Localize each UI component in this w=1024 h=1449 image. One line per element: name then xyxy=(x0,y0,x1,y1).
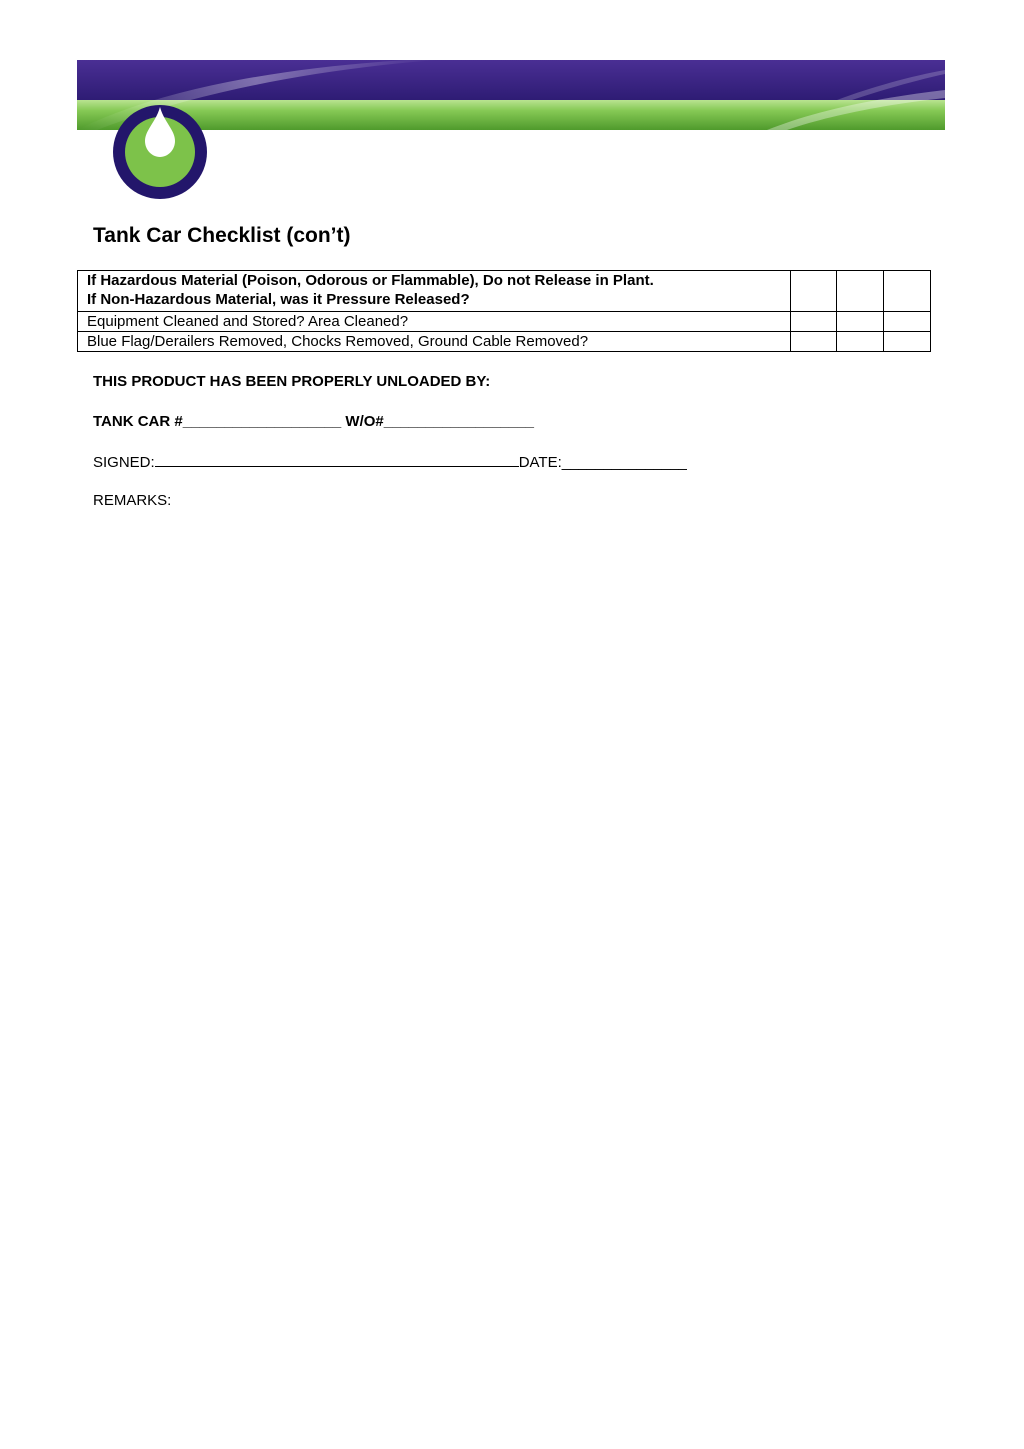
table-row xyxy=(78,271,931,312)
tank-car-label: TANK CAR # xyxy=(93,413,183,430)
check-box[interactable] xyxy=(884,312,931,332)
check-box[interactable] xyxy=(884,271,931,312)
page-title: Tank Car Checklist (con’t) xyxy=(93,224,351,247)
work-order-label: W/O# xyxy=(341,413,384,430)
remarks-label: REMARKS: xyxy=(93,492,172,509)
check-box[interactable] xyxy=(791,271,837,312)
check-box[interactable] xyxy=(837,312,884,332)
signature-field[interactable] xyxy=(155,452,519,467)
checklist-item-text: Equipment Cleaned and Stored? Area Cleaned? xyxy=(78,312,791,332)
check-box[interactable] xyxy=(837,332,884,352)
signed-label: SIGNED: xyxy=(93,454,155,471)
table-row xyxy=(78,332,931,352)
droplet-ring-icon xyxy=(112,104,208,200)
table-row xyxy=(78,312,931,332)
tank-car-line xyxy=(93,413,534,430)
date-label: DATE: xyxy=(518,454,562,471)
signature-line xyxy=(93,452,687,471)
checklist-item-text xyxy=(78,271,791,312)
check-box[interactable] xyxy=(884,332,931,352)
check-box[interactable] xyxy=(791,312,837,332)
date-field[interactable]: _______________ xyxy=(561,454,687,471)
work-order-field[interactable]: __________________ xyxy=(383,413,534,430)
checklist-item-line: If Hazardous Material (Poison, Odorous or Flammable), Do not Release in Plant. xyxy=(87,272,654,289)
check-box[interactable] xyxy=(837,271,884,312)
unloaded-by-heading: THIS PRODUCT HAS BEEN PROPERLY UNLOADED BY: xyxy=(93,373,491,390)
checklist-item-line: If Non-Hazardous Material, was it Pressure Released? xyxy=(87,291,470,308)
checklist-item-text: Blue Flag/Derailers Removed, Chocks Removed, Ground Cable Removed? xyxy=(78,332,791,352)
check-box[interactable] xyxy=(791,332,837,352)
tank-car-field[interactable]: ___________________ xyxy=(182,413,342,430)
checklist-table xyxy=(77,270,931,352)
